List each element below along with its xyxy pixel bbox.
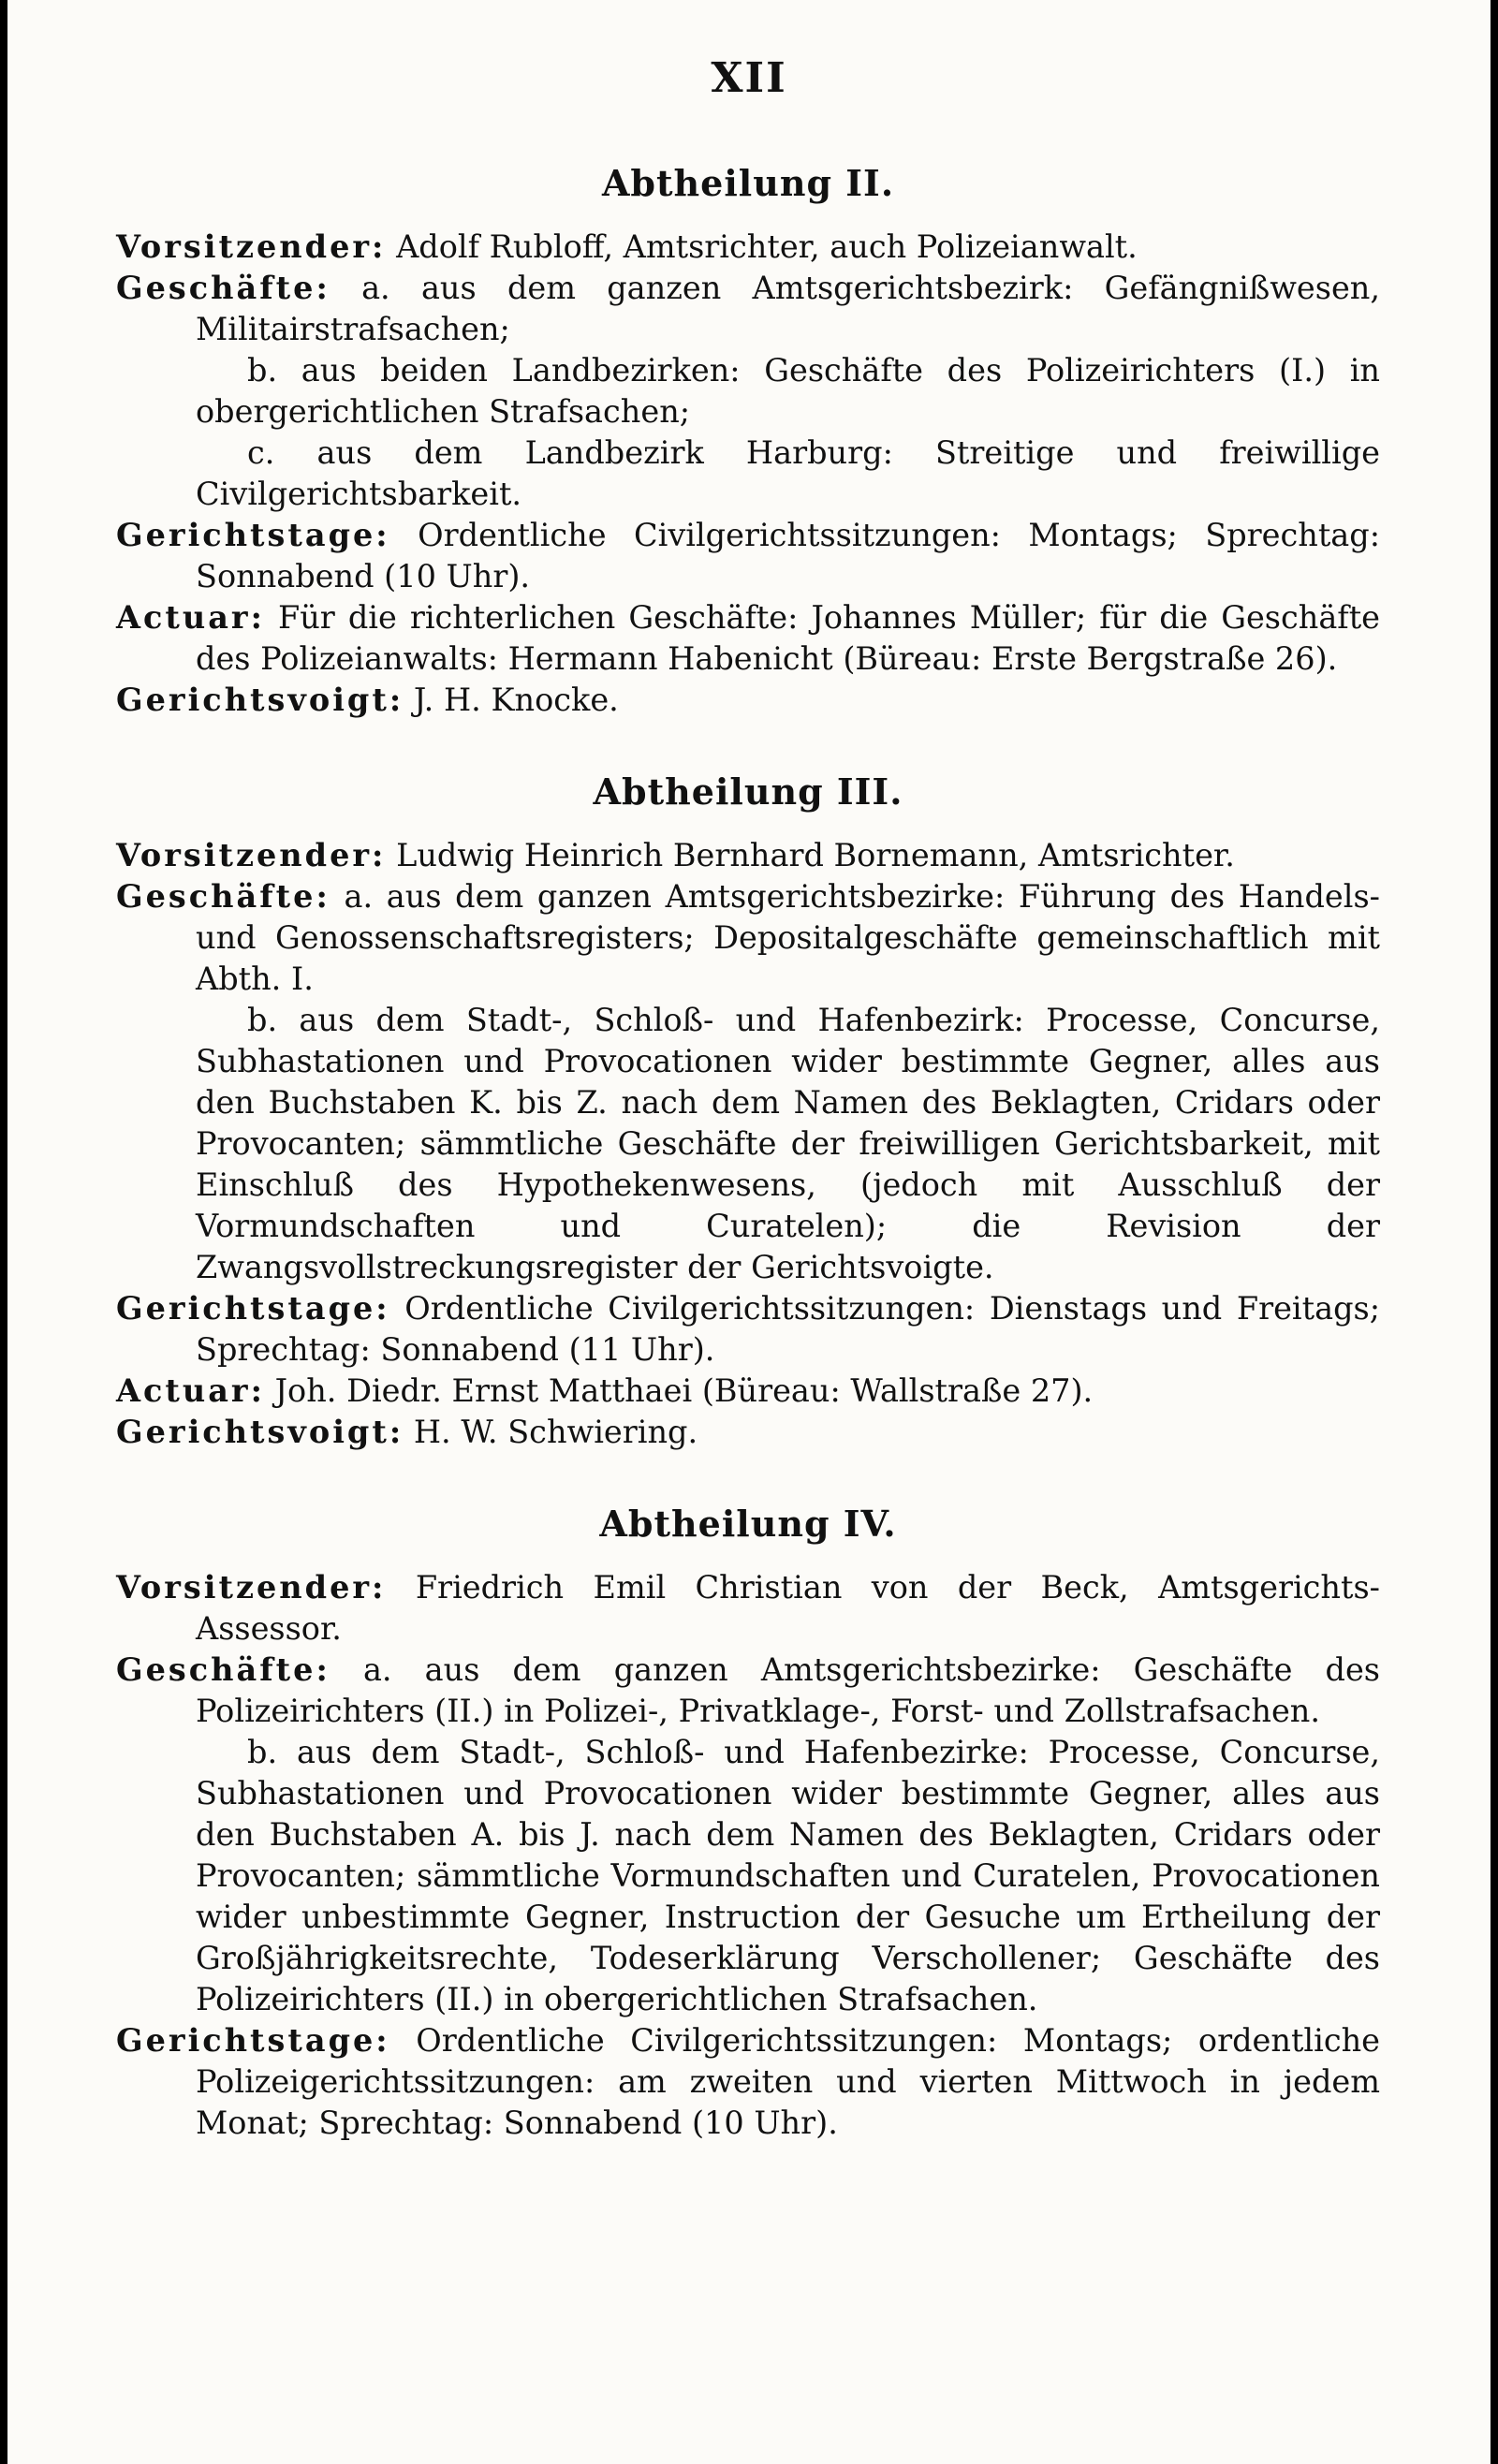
entry-label: Vorsitzender: (116, 1569, 387, 1606)
entry-text: a. aus dem ganzen Amtsgerichtsbezirk: Gefängnißwesen, Militairstrafsachen; (196, 270, 1381, 347)
entry-label: Gerichtstage: (116, 1290, 390, 1327)
entry-text: H. W. Schwiering. (413, 1414, 698, 1450)
entry (116, 1567, 1380, 1650)
section-heading: Abtheilung IV. (599, 1503, 897, 1545)
entry (116, 1288, 1380, 1371)
entry (116, 1650, 1380, 1732)
entry (116, 680, 1380, 721)
entry (116, 227, 1380, 268)
entry (116, 515, 1380, 597)
entry-text: Ordentliche Civilgerichtssitzungen: Montags; ordentliche Polizeigerichtssitzungen: am zweiten und vierten Mittwoch in jedem Monat; Sprechtag: Sonnabend (10 Uhr). (196, 2022, 1380, 2141)
section (116, 159, 1380, 721)
entry-label: Vorsitzender: (116, 837, 387, 873)
entry-label: Actuar: (116, 599, 265, 636)
entry-label: Gerichtsvoigt: (116, 1414, 404, 1450)
entry-text: b. aus dem Stadt-, Schloß- und Hafenbezirk: Processe, Concurse, Subhastationen und Provocationen wider bestimmte Gegner, alles aus den Buchstaben K. bis Z. nach dem Namen des Beklagten, Cridars oder Provocanten; sämmtliche Geschäfte der freiwilligen Gerichtsbarkeit, mit Einschluß des Hypothekenwesens, (jedoch mit Ausschluß der Vormundschaften und Curatelen); die Revision der Zwangsvollstreckungsregister der Gerichtsvoigte. (196, 1002, 1380, 1285)
entry-label: Gerichtsvoigt: (116, 682, 404, 718)
entry (116, 1371, 1380, 1412)
section-heading: Abtheilung III. (593, 770, 903, 813)
sub-entry (116, 433, 1380, 515)
entry-text: a. aus dem ganzen Amtsgerichtsbezirke: Führung des Handels- und Genossenschaftsregisters; Depositalgeschäfte gemeinschaftlich mit Abth. I. (196, 878, 1380, 997)
entry-text: Ordentliche Civilgerichtssitzungen: Montags; Sprechtag: Sonnabend (10 Uhr). (196, 517, 1381, 594)
section-heading: Abtheilung II. (601, 162, 895, 204)
entry-text: b. aus dem Stadt-, Schloß- und Hafenbezirke: Processe, Concurse, Subhastationen und Provocationen wider bestimmte Gegner, alles aus den Buchstaben A. bis J. nach dem Namen des Beklagten, Cridars oder Provocanten; sämmtliche Vormundschaften und Curatelen, Provocationen wider unbestimmte Gegner, Instruction der Gesuche um Ertheilung der Großjährigkeitsrechte, Todeserklärung Verschollener; Geschäfte des Polizeirichters (II.) in obergerichtlichen Strafsachen. (196, 1734, 1380, 2017)
sub-entry (116, 1732, 1380, 2020)
page-number: XII (711, 54, 787, 102)
sub-entry (116, 1000, 1380, 1288)
entry-text: Ordentliche Civilgerichtssitzungen: Dienstags und Freitags; Sprechtag: Sonnabend (11 Uhr). (196, 1290, 1380, 1368)
entry (116, 597, 1380, 680)
sub-entry (116, 350, 1380, 433)
entry-label: Geschäfte: (116, 878, 330, 915)
section (116, 1500, 1380, 2144)
entry (116, 1412, 1380, 1453)
entry-label: Gerichtstage: (116, 517, 390, 553)
page-content (116, 112, 1380, 2176)
entry-label: Gerichtstage: (116, 2022, 390, 2059)
section (116, 768, 1380, 1453)
entry-text: b. aus beiden Landbezirken: Geschäfte des Polizeirichters (I.) in obergerichtlichen Strafsachen; (196, 352, 1380, 430)
entry (116, 2020, 1380, 2144)
entry (116, 268, 1380, 350)
entry-text: J. H. Knocke. (413, 682, 619, 718)
entry-text: c. aus dem Landbezirk Harburg: Streitige und freiwillige Civilgerichtsbarkeit. (196, 434, 1380, 512)
entry (116, 835, 1380, 876)
entry-label: Geschäfte: (116, 270, 330, 306)
entry-text: a. aus dem ganzen Amtsgerichtsbezirke: Geschäfte des Polizeirichters (II.) in Polizei-, Privatklage-, Forst- und Zollstrafsachen. (196, 1651, 1380, 1729)
entry-text: Adolf Rubloff, Amtsrichter, auch Polizeianwalt. (396, 228, 1138, 265)
entry-text: Joh. Diedr. Ernst Matthaei (Büreau: Wallstraße 27). (274, 1372, 1094, 1409)
entry-text: Ludwig Heinrich Bernhard Bornemann, Amtsrichter. (396, 837, 1235, 873)
entry (116, 876, 1380, 1000)
entry-text: Friedrich Emil Christian von der Beck, Amtsgerichts-Assessor. (196, 1569, 1380, 1647)
entry-label: Vorsitzender: (116, 228, 387, 265)
entry-label: Geschäfte: (116, 1651, 330, 1688)
entry-label: Actuar: (116, 1372, 265, 1409)
page-paper (7, 0, 1491, 2464)
entry-text: Für die richterlichen Geschäfte: Johannes Müller; für die Geschäfte des Polizeianwalts: Hermann Habenicht (Büreau: Erste Bergstraße 26). (196, 599, 1380, 677)
